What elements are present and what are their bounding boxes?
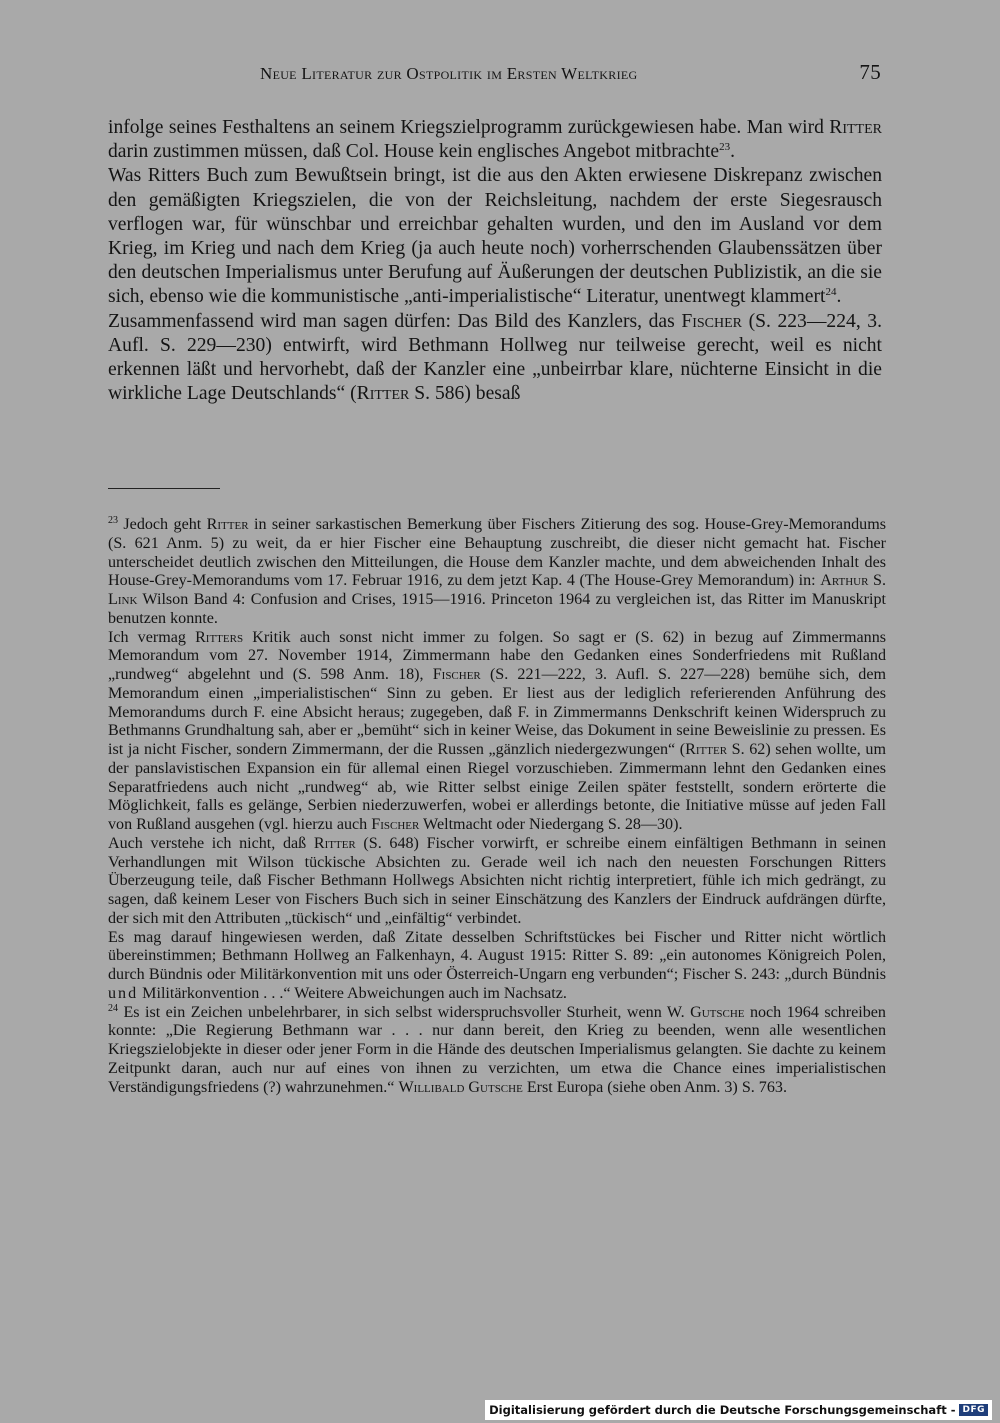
footnotes [108,516,886,1097]
footnote-ref-23[interactable]: 23 [719,141,731,154]
author-name: Arthur S. Link [108,572,886,608]
author-name: Fischer [371,816,420,833]
author-name: Ritter [685,741,728,758]
author-name: Fischer [681,310,742,332]
main-text [108,116,882,406]
running-title: Neue Literatur zur Ostpolitik im Ersten Weltkrieg [260,64,638,83]
footnote-ref-24[interactable]: 24 [825,286,837,299]
author-name: Willibald Gutsche [398,1078,523,1096]
footnote-divider [108,488,220,489]
footnote-23: $^{23}$ Jedoch geht Ritter in seiner sarkastischen Bemerkung über Fischers Zitierung des sog. House-Grey-Memorandums (S. 621 Anm. 5) zu weit, da er hier Fischer eine Behauptung zuschreibt, die dieser nicht gemacht hat. Fischer unterscheidet deutlich zwischen den Mitteilungen, die House dem Kanzler machte, und dem abweichenden Inhalt des House-Grey-Memorandums vom 17. Februar 1916, zu dem jetzt Kap. 4 (The House-Grey Memorandum) in: Arthur S. Link Wilson Band 4: Confusion and Crises, 1915—1916. Princeton 1964 zu vergleichen ist, das Ritter im Manuskript benutzen konnte. [108,515,887,627]
dfg-logo: DFG [959,1404,988,1416]
footnote-mark: 23 [108,515,118,526]
page-number: 75 [859,60,881,84]
author-name: Ritter [829,117,882,138]
author-name: Ritter [313,834,356,852]
spaced-emphasis: und [108,984,139,1002]
author-name: Ritter [206,516,249,533]
paragraph-3: Zusammenfassend wird man sagen dürfen: Das Bild des Kanzlers, das Fischer (S. 223—224, 3. Aufl. S. 229—230) entwirft, wird Bethmann Hollweg nur teilweise gerecht, weil es nicht erkennen läßt und hervorhebt, daß der Kanzler eine „unbeirrbar klare, nüchterne Einsicht in die wirkliche Lage Deutschlands“ (Ritter S. 586) besaß [108,310,882,405]
running-header [260,60,885,90]
footnote-mark: 24 [108,1002,118,1014]
author-name: Gutsche [690,1003,745,1021]
paragraph-1: infolge seines Festhaltens an seinem Kriegszielprogramm zurückgewiesen habe. Man wird Ritter darin zustimmen müssen, daß Col. House kein englisches Angebot mitbrachte$^{23}$. [108,117,882,163]
author-name: Ritters [195,628,244,646]
footnote-23-continued: Es mag darauf hingewiesen werden, daß Zitate desselben Schriftstückes bei Fischer und Ritter nicht wörtlich übereinstimmen; Bethmann Hollweg an Falkenhayn, 4. August 1915: Ritter S. 89: „ein autonomes Königreich Polen, durch Bündnis oder Militärkonvention mit uns oder Österreich-Ungarn eng verbunden“; Fischer S. 243: „durch Bündnis und Militärkonvention . . .“ Weitere Abweichungen auch im Nachsatz. [108,928,886,1002]
author-name: Fischer [432,666,481,683]
author-name: Ritter [356,383,410,405]
footnote-23-continued: Auch verstehe ich nicht, daß Ritter (S. 648) Fischer vorwirft, er schreibe einem einfältigen Bethmann in seinen Verhandlungen mit Wilson tückische Absichten zu. Gerade weil ich nach den neuesten Forschungen Ritters Überzeugung teile, daß Fischer Bethmann Hollwegs Absichten nicht richtig interpretiert, fühle ich mich gedrängt, zu sagen, daß keinem Leser von Fischers Buch sich in seiner Einschätzung des Kanzlers der Eindruck aufdrängen dürfte, der sich mit den Attributen „tückisch“ und „einfältig“ verbindet. [108,834,886,927]
paragraph-2: Was Ritters Buch zum Bewußtsein bringt, ist die aus den Akten erwiesene Diskrepanz zwischen den gemäßigten Kriegszielen, die von der Reichsleitung, nachdem der erste Siegesrausch verflogen war, für wünschbar und erreichbar gehalten wurden, und den im Ausland vor dem Krieg, im Krieg und nach dem Krieg (ja auch heute noch) vorherrschenden Glaubenssätzen über den deutschen Imperialismus unter Berufung auf Äußerungen der deutschen Publizistik, an die sie sich, ebenso wie die kommunistische „anti-imperialistische“ Literatur, unentwegt klammert$^{24}$. [108,165,882,308]
footnote-23-continued: Ich vermag Ritters Kritik auch sonst nicht immer zu folgen. So sagt er (S. 62) in bezug auf Zimmermanns Memorandum vom 27. November 1914, Zimmermann habe den Gedanken eines Sonderfriedens mit Rußland „rundweg“ abgelehnt und (S. 598 Anm. 18), Fischer (S. 221—222, 3. Aufl. S. 227—228) bemühe sich, dem Memorandum einen „imperialistischen“ Sinn zu geben. Er liest aus der lediglich referierenden Anführung des Memorandums durch F. eine Absicht heraus; zugegeben, daß F. in Zimmermanns Denkschrift keinen Widerspruch zu Bethmanns Grundhaltung sah, aber er „bemüht“ sich in keiner Weise, das Dokument in seine Beweislinie zu pressen. Es ist ja nicht Fischer, sondern Zimmermann, der die Russen „gänzlich niedergezwungen“ (Ritter S. 62) sehen wollte, um der panslavistischen Expansion ein für allemal einen Riegel vorzuschieben. Zimmermann lehnt den Gedanken eines Separatfriedens auch nicht „rundweg“ ab, wie Ritter selbst einige Zeilen später feststellt, sondern erörterte die Möglichkeit, falls es gelänge, Serbien niederzuwerfen, wobei er allerdings betonte, die Initiative müsse auf jeden Fall von Rußland ausgehen (vgl. hierzu auch Fischer Weltmacht oder Niedergang S. 28—30). [108,628,887,833]
footnote-24: $^{24}$ Es ist ein Zeichen unbelehrbarer, in sich selbst widerspruchsvoller Sturheit, wenn W. Gutsche noch 1964 schreiben konnte: „Die Regierung Bethmann war . . . nur dann bereit, den Krieg zu beenden, wenn alle wesentlichen Kriegszielobjekte in dieser oder jener Form in die Hände des deutschen Imperialismus gelangten. Sie dachte zu keinem Zeitpunkt daran, auch nur auf eines von ihnen zu verzichten, um etwa die Chance eines imperialistischen Verständigungsfriedens (?) wahrzunehmen.“ Willibald Gutsche Erst Europa (siehe oben Anm. 3) S. 763. [108,1002,886,1096]
digitization-credit [485,1400,992,1420]
footer-text: Digitalisierung gefördert durch die Deutsche Forschungsgemeinschaft - [489,1403,956,1417]
